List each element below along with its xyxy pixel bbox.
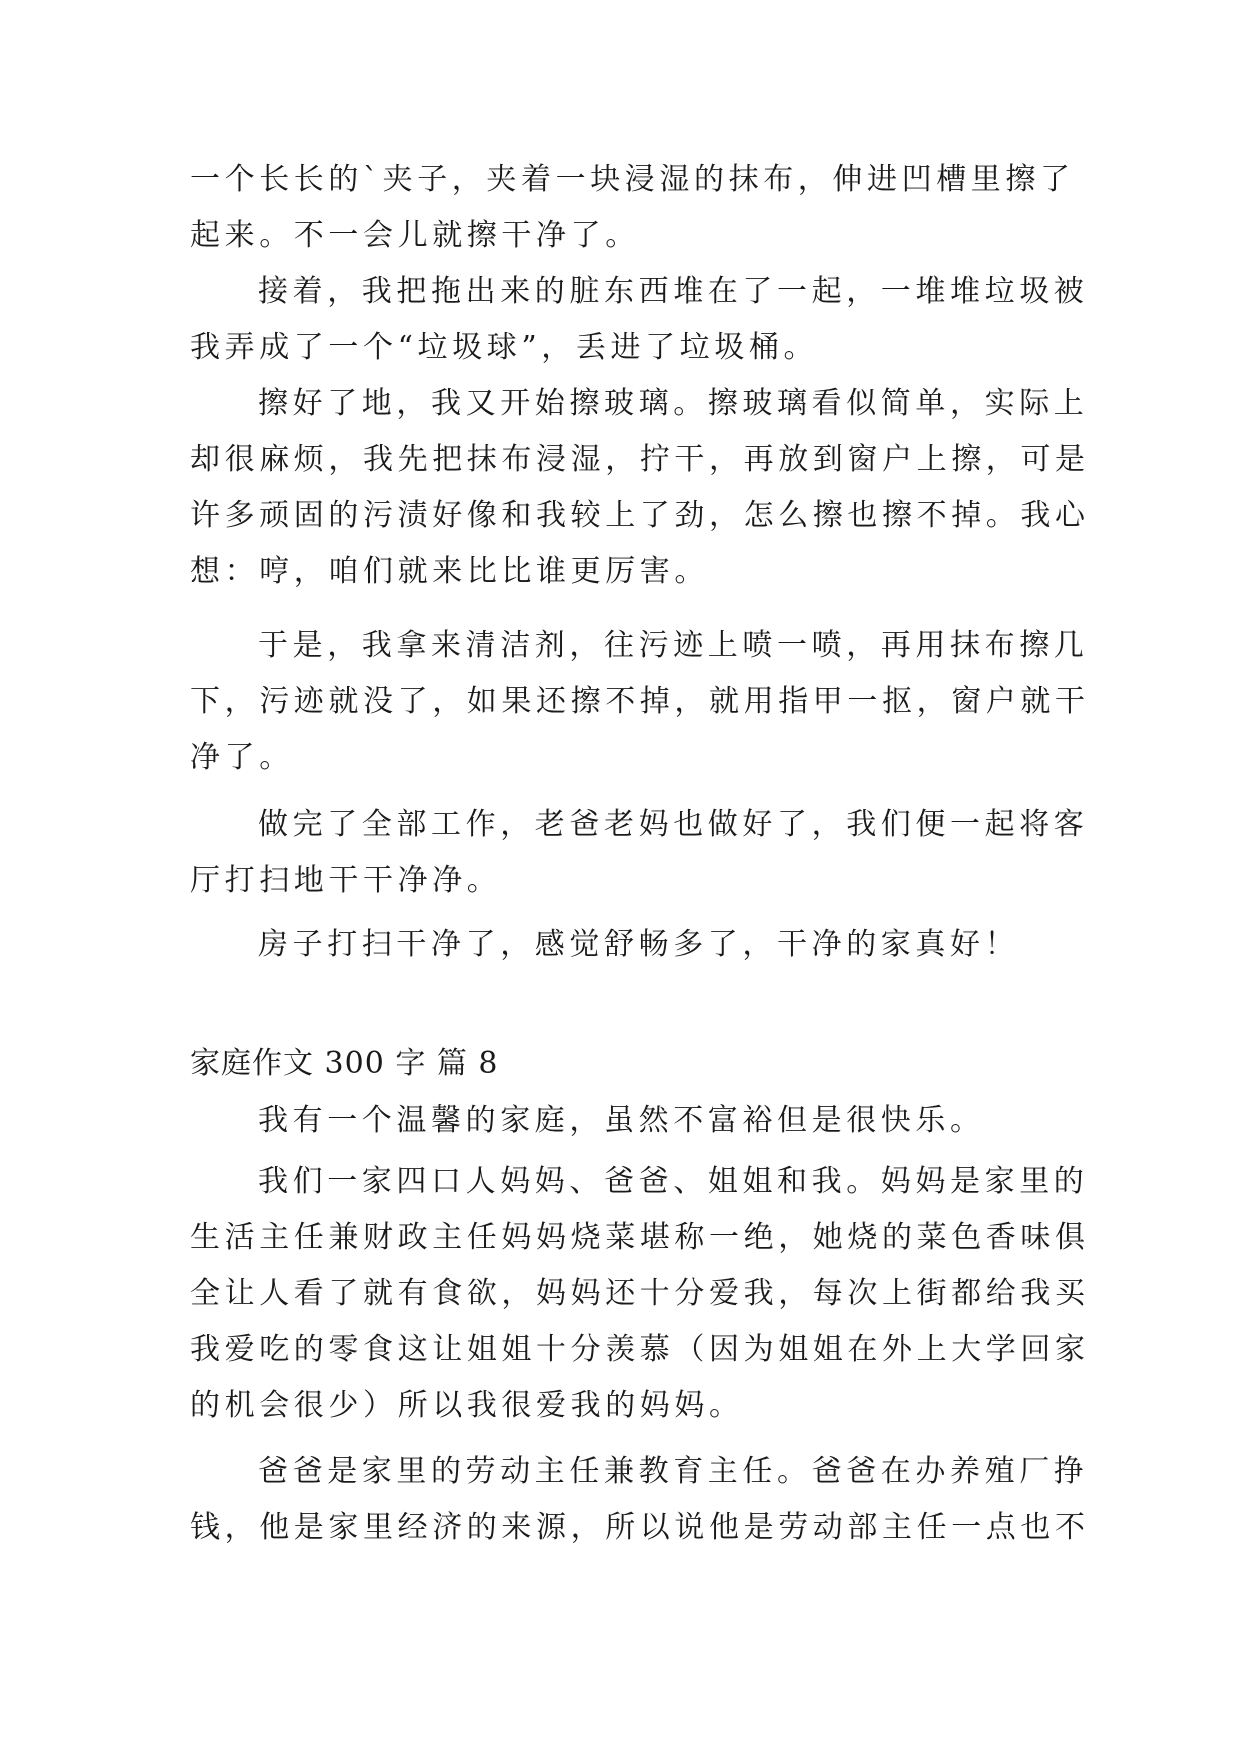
text-line: 却很麻烦，我先把抹布浸湿，拧干，再放到窗户上擦，可是 xyxy=(190,442,1090,477)
text-line: 厅打扫地干干净净。 xyxy=(190,863,502,898)
text-line: 起来。不一会儿就擦干净了。 xyxy=(190,218,640,253)
text-line: 想：哼，咱们就来比比谁更厉害。 xyxy=(190,554,709,589)
text-line: 我们一家四口人妈妈、爸爸、姐姐和我。妈妈是家里的 xyxy=(258,1164,1089,1199)
text-line: 接着，我把拖出来的脏东西堆在了一起，一堆堆垃圾被 xyxy=(258,274,1089,309)
section-heading: 家庭作文 300 字 篇 8 xyxy=(190,1046,499,1081)
text-line: 爸爸是家里的劳动主任兼教育主任。爸爸在办养殖厂挣 xyxy=(258,1454,1089,1489)
text-line: 许多顽固的污渍好像和我较上了劲，怎么擦也擦不掉。我心 xyxy=(190,498,1090,533)
text-line: 生活主任兼财政主任妈妈烧菜堪称一绝，她烧的菜色香味俱 xyxy=(190,1220,1090,1255)
text-line: 擦好了地，我又开始擦玻璃。擦玻璃看似简单，实际上 xyxy=(258,386,1089,421)
text-line: 的机会很少）所以我很爱我的妈妈。 xyxy=(190,1388,744,1423)
text-line: 做完了全部工作，老爸老妈也做好了，我们便一起将客 xyxy=(258,807,1089,842)
text-line: 下，污迹就没了，如果还擦不掉，就用指甲一抠，窗户就干 xyxy=(190,684,1090,719)
text-line: 我爱吃的零食这让姐姐十分羡慕（因为姐姐在外上大学回家 xyxy=(190,1332,1090,1367)
text-line: 净了。 xyxy=(190,740,294,775)
text-line: 全让人看了就有食欲，妈妈还十分爱我，每次上街都给我买 xyxy=(190,1276,1090,1311)
text-line: 一个长长的`夹子，夹着一块浸湿的抹布，伸进凹槽里擦了 xyxy=(190,162,1075,197)
text-line: 房子打扫干净了，感觉舒畅多了，干净的家真好！ xyxy=(258,927,1020,962)
text-line: 我有一个温馨的家庭，虽然不富裕但是很快乐。 xyxy=(258,1103,985,1138)
text-line: 钱，他是家里经济的来源，所以说他是劳动部主任一点也不 xyxy=(190,1510,1090,1545)
text-line: 于是，我拿来清洁剂，往污迹上喷一喷，再用抹布擦几 xyxy=(258,628,1089,663)
text-line: 我弄成了一个“垃圾球”，丢进了垃圾桶。 xyxy=(190,330,819,365)
